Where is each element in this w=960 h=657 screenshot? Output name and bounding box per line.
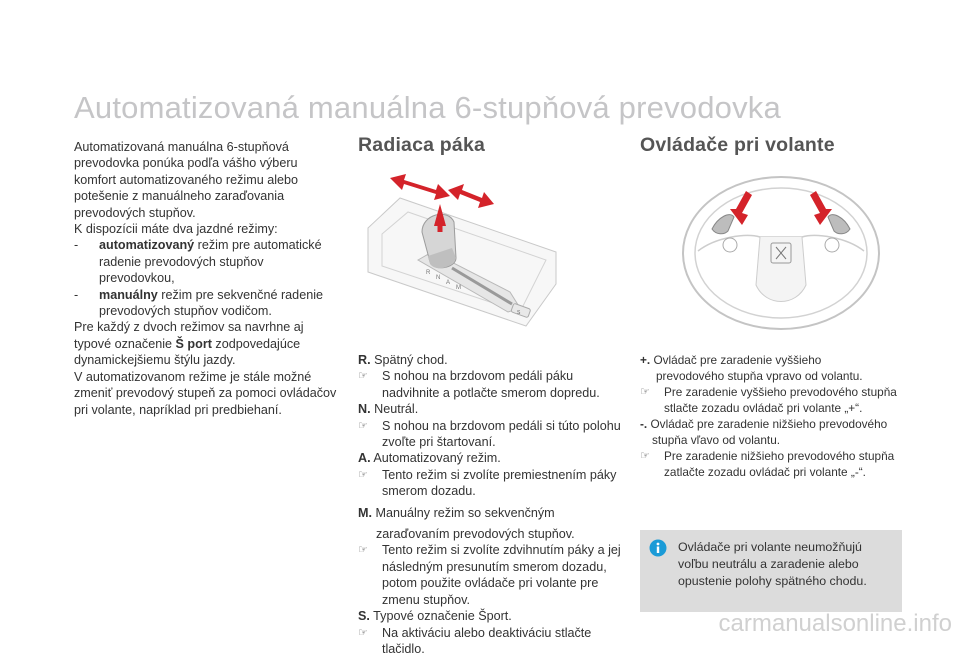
overtaking-paragraph: V automatizovanom režime je stále možné zmeniť prevodový stupeň za pomoci ovládačov pri volante, napríklad pri predbiehaní. — [74, 369, 342, 418]
gate-mark-r: R — [426, 270, 431, 276]
watermark: carmanualsonline.info — [719, 610, 952, 638]
position-a-bullet: ☞ Tento režim si zvolíte premiestnením páky smerom dozadu. — [358, 467, 626, 500]
modes-intro: K dispozícii máte dva jazdné režimy: — [74, 221, 342, 237]
wheel-control-left — [723, 238, 737, 252]
intro-column — [74, 139, 342, 418]
position-r: R. Spätný chod. — [358, 352, 626, 368]
lever-heading: Radiaca páka — [358, 134, 485, 157]
wheel-heading: Ovládače pri volante — [640, 134, 835, 157]
minus-paddle — [712, 215, 734, 234]
pointing-hand-icon: ☞ — [640, 448, 664, 480]
info-note — [640, 530, 902, 612]
pointing-hand-icon: ☞ — [358, 418, 382, 451]
minus-paddle-desc: -. Ovládač pre zaradenie nižšieho prevodového — [640, 416, 908, 432]
minus-paddle-bullet: ☞ Pre zaradenie nižšieho prevodového stupňa zatlačte zozadu ovládač pri volante „-“. — [640, 448, 908, 480]
plus-paddle — [828, 215, 850, 234]
steering-wheel-illustration — [676, 167, 886, 332]
mode-item-manual: - manuálny režim pre sekvenčné radenie prevodových stupňov vodičom. — [74, 287, 342, 320]
minus-paddle-desc-cont: stupňa vľavo od volantu. — [640, 432, 908, 448]
position-a: A. Automatizovaný režim. — [358, 450, 626, 466]
plus-paddle-bullet: ☞ Pre zaradenie vyššieho prevodového stupňa stlačte zozadu ovládač pri volante „+“. — [640, 384, 908, 416]
plus-paddle-desc-cont: prevodového stupňa vpravo od volantu. — [640, 368, 908, 384]
position-s-bullet: ☞ Na aktiváciu alebo deaktiváciu stlačte tlačidlo. — [358, 625, 626, 657]
paddle-list — [640, 352, 908, 480]
intro-paragraph: Automatizovaná manuálna 6-stupňová prevodovka ponúka podľa vášho výberu komfort automatizovaného režimu alebo potešenie z manuálneho zaraďovania prevodových stupňov. — [74, 139, 342, 221]
position-m-cont: zaraďovaním prevodových stupňov. — [358, 526, 626, 542]
position-n-bullet: ☞ S nohou na brzdovom pedáli si túto polohu zvoľte pri štartovaní. — [358, 418, 626, 451]
gate-mark-n: N — [436, 275, 440, 281]
pointing-hand-icon: ☞ — [358, 368, 382, 401]
pointing-hand-icon: ☞ — [640, 384, 664, 416]
gate-mark-a: A — [446, 280, 450, 286]
pointing-hand-icon: ☞ — [358, 542, 382, 608]
gear-lever-illustration — [360, 168, 558, 338]
position-n: N. Neutrál. — [358, 401, 626, 417]
sport-paragraph: Pre každý z dvoch režimov sa navrhne aj typové označenie Š port zodpovedajúce dynamickejšiemu štýlu jazdy. — [74, 319, 342, 368]
double-arrow-icon — [390, 174, 450, 200]
pointing-hand-icon: ☞ — [358, 625, 382, 657]
page-title: Automatizovaná manuálna 6-stupňová prevodovka — [74, 90, 781, 126]
position-m-bullet: ☞ Tento režim si zvolíte zdvihnutím páky a jej následným presunutím smerom dozadu, potom použite ovládače pri volante pre zmenu stupňov. — [358, 542, 626, 608]
double-arrow-icon — [448, 184, 494, 208]
position-s: S. Typové označenie Šport. — [358, 608, 626, 624]
sport-button-mark: S — [517, 310, 521, 316]
mode-item-automatic: - automatizovaný režim pre automatické radenie prevodových stupňov prevodovkou, — [74, 237, 342, 286]
wheel-control-right — [825, 238, 839, 252]
position-r-bullet: ☞ S nohou na brzdovom pedáli páku nadvihnite a potlačte smerom dopredu. — [358, 368, 626, 401]
plus-paddle-desc: +. Ovládač pre zaradenie vyššieho — [640, 352, 908, 368]
gate-mark-m: M — [456, 285, 461, 291]
info-note-text: Ovládače pri volante neumožňujú voľbu neutrálu a zaradenie alebo opustenie polohy spätného chodu. — [678, 540, 867, 588]
lever-positions-list — [358, 352, 626, 657]
pointing-hand-icon: ☞ — [358, 467, 382, 500]
info-icon — [649, 539, 667, 557]
position-m: M. Manuálny režim so sekvenčným — [358, 505, 626, 521]
